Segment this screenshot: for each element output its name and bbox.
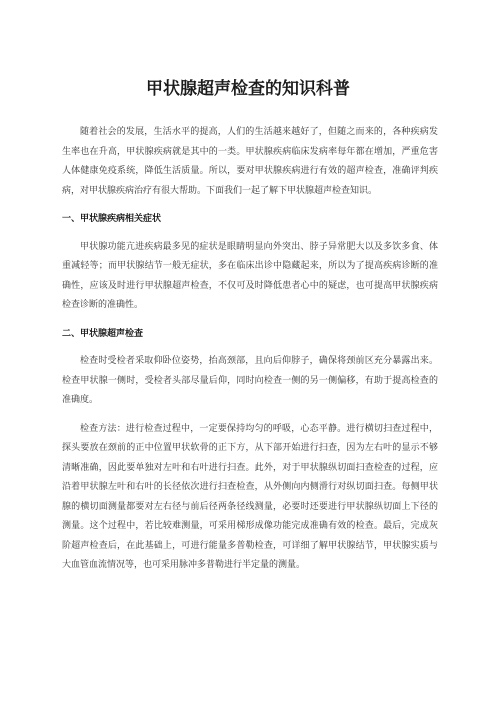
section-heading-symptoms: 一、甲状腺疾病相关症状: [62, 214, 162, 224]
symptoms-paragraph: 甲状腺功能亢进疾病最多见的症状是眼睛明显向外突出、脖子异常肥大以及多饮多食、体重减轻等；而甲状腺结节一般无症状，多在临床出诊中隐藏起来，所以为了提高疾病诊断的准确性，应该及时进行甲状腺超声检查，不仅可及时降低患者心中的疑虑，也可提高甲状腺疾病检查诊断的准确性。: [62, 241, 438, 310]
section-heading-ultrasound: 二、甲状腺超声检查: [62, 328, 144, 339]
article-body: [62, 123, 438, 585]
page-title: 甲状腺超声检查的知识科普: [146, 79, 350, 99]
intro-paragraph: 随着社会的发展，生活水平的提高，人们的生活越来越好了，但随之而来的，各种疾病发生率也在升高，甲状腺疾病就是其中的一类。甲状腺疾病临床发病率每年都在增加，严重危害人体健康免疫系统，降低生活质量。所以，要对甲状腺疾病进行有效的超声检查，准确评判疾病，对甲状腺疾病治疗有很大帮助。下面我们一起了解下甲状腺超声检查知识。: [62, 127, 438, 196]
ultrasound-method-paragraph: 检查方法：进行检查过程中，一定要保持均匀的呼吸，心态平静。进行横切扫查过程中，探头要放在颈前的正中位置甲状软骨的正下方，从下部开始进行扫查，因为左右叶的显示不够清晰准确，因此要单独对左叶和右叶进行扫查。此外，对于甲状腺纵切面扫查检查的过程，应沿着甲状腺左叶和右叶的长径依次进行扫查检查，从外侧向内侧滑行对纵切面扫查。每侧甲状腺的横切面测量都要对左右径与前后径两条径线测量，必要时还要进行甲状腺纵切面上下径的测量。这个过程中，若比较难测量，可采用梯形成像功能完成准确有效的检查。最后，完成灰阶超声检查后，在此基础上，可进行能量多普勒检查，可详细了解甲状腺结节，甲状腺实质与大血管血流情况等，也可采用脉冲多普勒进行半定量的测量。: [62, 423, 438, 570]
ultrasound-position-paragraph: 检查时受检者采取仰卧位姿势，抬高颈部，且向后仰脖子，确保将颈前区充分暴露出来。检查甲状腺一侧时，受检者头部尽量后仰，同时向检查一侧的另一侧偏移，有助于提高检查的准确度。: [62, 356, 438, 405]
